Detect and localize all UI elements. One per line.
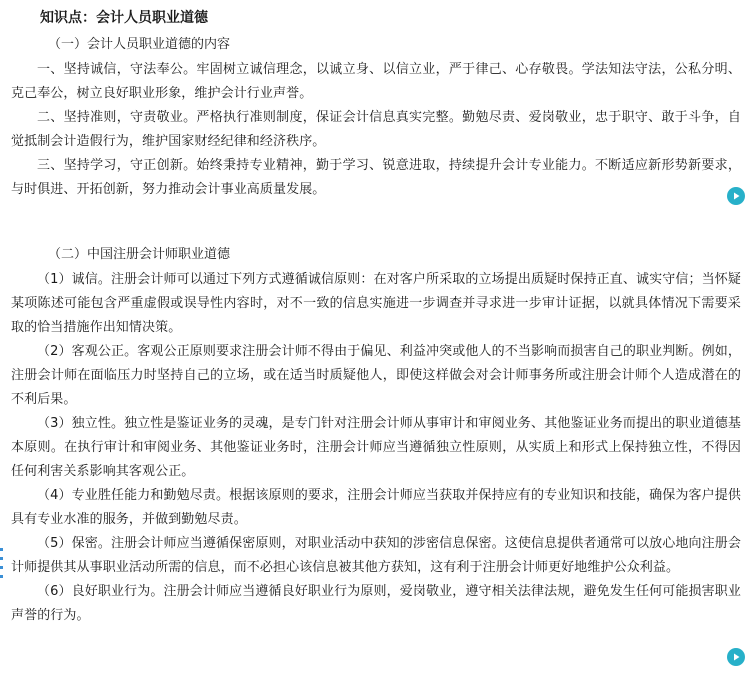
decorative-dots	[0, 548, 3, 584]
play-icon	[731, 191, 741, 201]
paragraph: （3）独立性。独立性是鉴证业务的灵魂，是专门针对注册会计师从事审计和审阅业务、其他鉴证业务而提出的职业道德基本原则。在执行审计和审阅业务、其他鉴证业务时，注册会计师应当遵循独立性原则，从实质上和形式上保持独立性，不得因任何利害关系影响其客观公正。	[11, 416, 741, 479]
paragraph: （2）客观公正。客观公正原则要求注册会计师不得由于偏见、利益冲突或他人的不当影响而损害自己的职业判断。例如，注册会计师在面临压力时坚持自己的立场，或在适当时质疑他人，即使这样做会对会计师事务所或注册会计师个人造成潜在的不利后果。	[11, 344, 741, 407]
section-heading-1: （一）会计人员职业道德的内容	[48, 37, 231, 52]
paragraph: （4）专业胜任能力和勤勉尽责。根据该原则的要求，注册会计师应当获取并保持应有的专业知识和技能，确保为客户提供具有专业水准的服务，并做到勤勉尽责。	[11, 488, 741, 527]
paragraph: （6）良好职业行为。注册会计师应当遵循良好职业行为原则，爱岗敬业，遵守相关法律法规，避免发生任何可能损害职业声誉的行为。	[11, 584, 741, 623]
paragraph: （1）诚信。注册会计师可以通过下列方式遵循诚信原则：在对客户所采取的立场提出质疑时保持正直、诚实守信；当怀疑某项陈述可能包含严重虚假或误导性内容时，对不一致的信息实施进一步调查并寻求进一步审计证据，以就具体情况下需要采取的恰当措施作出知情决策。	[11, 272, 741, 335]
dot	[0, 566, 3, 569]
paragraph: 一、坚持诚信，守法奉公。牢固树立诚信理念，以诚立身、以信立业，严于律己、心存敬畏。学法知法守法，公私分明、克己奉公，树立良好职业形象，维护会计行业声誉。	[11, 62, 741, 101]
dot	[0, 548, 3, 551]
paragraph: 三、坚持学习，守正创新。始终秉持专业精神，勤于学习、锐意进取，持续提升会计专业能力。不断适应新形势新要求，与时俱进、开拓创新，努力推动会计事业高质量发展。	[11, 158, 741, 197]
audio-play-button-1[interactable]	[727, 187, 745, 205]
dot	[0, 575, 3, 578]
paragraph: （5）保密。注册会计师应当遵循保密原则，对职业活动中获知的涉密信息保密。这使信息提供者通常可以放心地向注册会计师提供其从事职业活动所需的信息，而不必担心该信息被其他方获知，这有利于注册会计师更好地维护公众利益。	[11, 536, 741, 575]
play-icon	[731, 652, 741, 662]
section-2-body	[11, 268, 741, 628]
page-title: 知识点：会计人员职业道德	[40, 10, 208, 26]
dot	[0, 557, 3, 560]
section-heading-2: （二）中国注册会计师职业道德	[48, 247, 231, 262]
paragraph: 二、坚持准则，守责敬业。严格执行准则制度，保证会计信息真实完整。勤勉尽责、爱岗敬业，忠于职守、敢于斗争，自觉抵制会计造假行为，维护国家财经纪律和经济秩序。	[11, 110, 741, 149]
audio-play-button-2[interactable]	[727, 648, 745, 666]
section-1-body	[11, 58, 741, 202]
